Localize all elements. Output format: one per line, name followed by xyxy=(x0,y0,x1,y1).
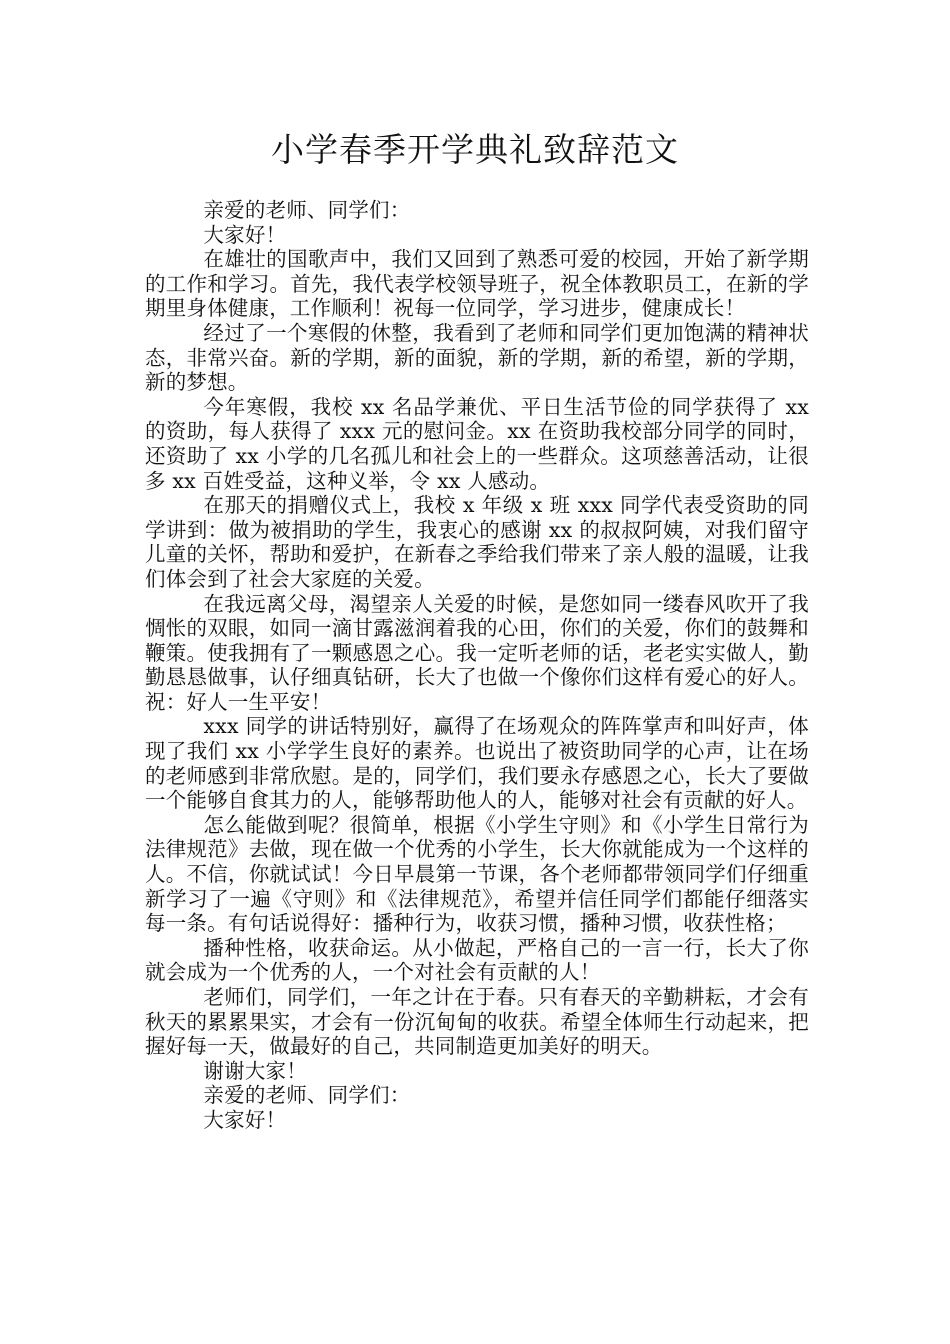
paragraph: 在雄壮的国歌声中，我们又回到了熟悉可爱的校园，开始了新学期的工作和学习。首先，我代表学校领导班子，祝全体教职员工，在新的学期里身体健康，工作顺利！祝每一位同学，学习进步，健康成长！ xyxy=(145,247,809,321)
salutation: 亲爱的老师、同学们： xyxy=(203,1083,411,1108)
paragraph: 播种性格，收获命运。从小做起，严格自己的一言一行，长大了你就会成为一个优秀的人，一个对社会有贡献的人！ xyxy=(145,935,809,985)
paragraph: 老师们，同学们，一年之计在于春。只有春天的辛勤耕耘，才会有秋天的累累果实，才会有一份沉甸甸的收获。希望全体师生行动起来，把握好每一天，做最好的自己，共同制造更加美好的明天。 xyxy=(145,985,809,1059)
greeting: 大家好！ xyxy=(203,222,287,247)
document-body xyxy=(145,198,809,1133)
paragraph: 今年寒假，我校 xx 名品学兼优、平日生活节俭的同学获得了 xx 的资助，每人获得了 xxx 元的慰问金。xx 在资助我校部分同学的同时，还资助了 xx 小学的几名孤儿和社会上的一些群众。这项慈善活动，让很多 xx 百姓受益，这种义举，令 xx 人感动。 xyxy=(145,394,809,493)
salutation: 亲爱的老师、同学们： xyxy=(203,198,411,222)
thanks-line: 谢谢大家！ xyxy=(203,1058,307,1083)
document-title: 小学春季开学典礼致辞范文 xyxy=(271,130,679,169)
paragraph: 在我远离父母，渴望亲人关爱的时候，是您如同一缕春风吹开了我惆怅的双眼，如同一滴甘露滋润着我的心田，你们的关爱，你们的鼓舞和鞭策。使我拥有了一颗感恩之心。我一定听老师的话，老老实实做人，勤勤恳恳做事，认仔细真钻研，长大了也做一个像你们这样有爱心的好人。祝：好人一生平安！ xyxy=(145,591,809,714)
paragraph: 经过了一个寒假的休整，我看到了老师和同学们更加饱满的精神状态，非常兴奋。新的学期，新的面貌，新的学期，新的希望，新的学期，新的梦想。 xyxy=(145,320,809,395)
paragraph: 在那天的捐赠仪式上，我校 x 年级 x 班 xxx 同学代表受资助的同学讲到：做为被捐助的学生，我衷心的感谢 xx 的叔叔阿姨，对我们留守儿童的关怀，帮助和爱护，在新春之季给我们带来了亲人般的温暖，让我们体会到了社会大家庭的关爱。 xyxy=(145,493,809,591)
paragraph: xxx 同学的讲话特别好，赢得了在场观众的阵阵掌声和叫好声，体现了我们 xx 小学学生良好的素养。也说出了被资助同学的心声，让在场的老师感到非常欣慰。是的，同学们，我们要永存感恩之心，长大了要做一个能够自食其力的人，能够帮助他人的人，能够对社会有贡献的好人。 xyxy=(145,714,809,813)
greeting: 大家好！ xyxy=(203,1107,287,1132)
paragraph: 怎么能做到呢？很简单，根据《小学生守则》和《小学生日常行为法律规范》去做，现在做一个优秀的小学生，长大你就能成为一个这样的人。不信，你就试试！今日早晨第一节课，各个老师都带领同学们仔细重新学习了一遍《守则》和《法律规范》，希望并信任同学们都能仔细落实每一条。有句话说得好：播种行为，收获习惯，播种习惯，收获性格； xyxy=(145,812,809,936)
